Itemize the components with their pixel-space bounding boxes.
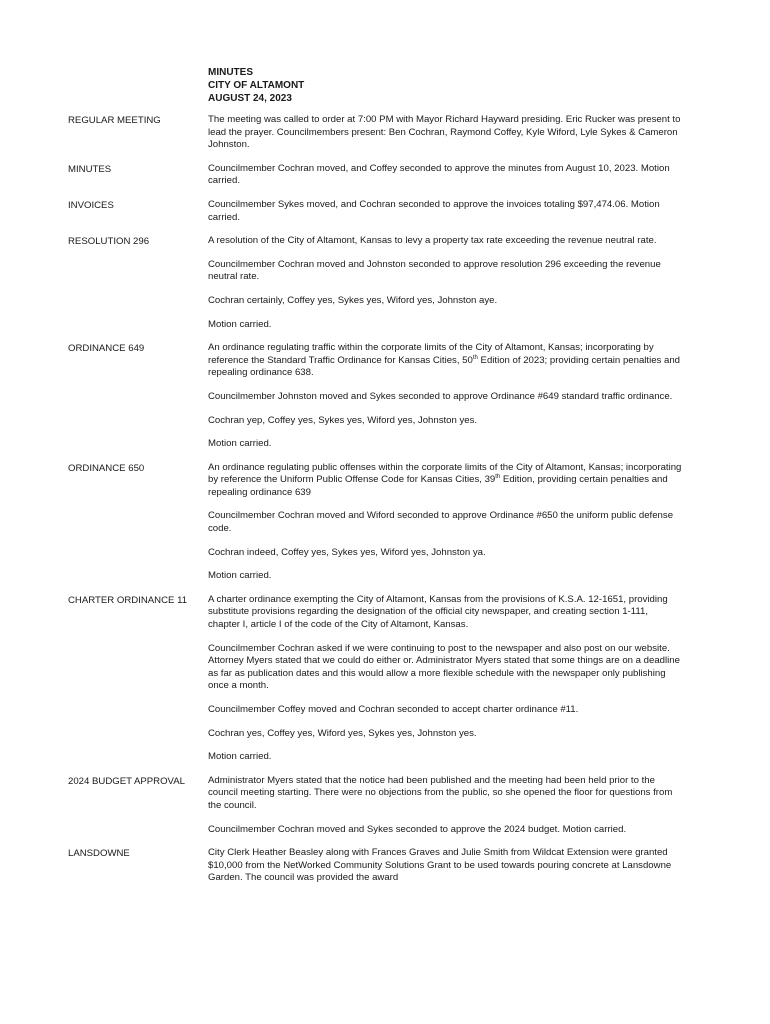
section-paragraph: Administrator Myers stated that the notice had been published and the meeting had been held prior to the council meeting starting. There were no objections from the public, so she opened the floor for questions from the council. [208,774,673,811]
section-body [208,163,682,188]
header-city: CITY OF ALTAMONT [208,80,305,91]
section-body [208,847,682,885]
section-label: MINUTES [68,163,112,175]
section-label: 2024 BUDGET APPROVAL [68,775,185,787]
section-paragraph: An ordinance regulating traffic within the corporate limits of the City of Altamont, Kansas; incorporating by reference the Standard Traffic Ordinance for Kansas Cities, 50th Edition of 2023; providing certain penalties and repealing ordinance 638. [208,342,681,379]
section-paragraph: A resolution of the City of Altamont, Kansas to levy a property tax rate exceeding the revenue neutral rate. [208,235,657,247]
section-paragraph: Cochran certainly, Coffey yes, Sykes yes, Wiford yes, Johnston aye. [208,294,498,306]
section-paragraph: Councilmember Cochran moved and Sykes seconded to approve the 2024 budget. Motion carried. [208,823,627,835]
section-paragraph: Motion carried. [208,751,272,763]
minutes-sections [0,114,770,896]
section-body [208,199,682,224]
section-paragraph: A charter ordinance exempting the City of Altamont, Kansas from the provisions of K.S.A. 12-1651, providing substitute provisions regarding the designation of the official city newspaper, and creating section 1-111, chapter I, article I of the code of the City of Altamont, Kansas. [208,593,668,631]
section-label: LANSDOWNE [68,848,130,860]
section-paragraph: Motion carried. [208,570,272,582]
section-paragraph: Cochran yep, Coffey yes, Sykes yes, Wiford yes, Johnston yes. [208,414,478,426]
section-body [208,342,682,451]
section-body [208,462,682,583]
minutes-section [0,163,770,188]
minutes-section [0,235,770,331]
minutes-section [0,199,770,224]
section-label: ORDINANCE 650 [68,462,145,474]
section-body [208,594,682,764]
section-paragraph: The meeting was called to order at 7:00 PM with Mayor Richard Hayward presiding. Eric Rucker was present to lead the prayer. Councilmembers present: Ben Cochran, Raymond Coffey, Kyle Wiford, Lyle Sykes & Cameron Johnston. [208,114,681,151]
minutes-section [0,342,770,451]
minutes-section [0,775,770,836]
section-paragraph: Councilmember Cochran moved and Wiford seconded to approve Ordinance #650 the uniform public defense code. [208,510,674,535]
section-paragraph: Councilmember Cochran asked if we were continuing to post to the newspaper and also post on our website. Attorney Myers stated that we could do either or. Administrator Myers stated that some things are on a deadline as far as publication dates and this would allow a more flexible schedule with the newspaper only publishing once a month. [208,642,680,692]
document-header [208,66,304,105]
section-paragraph: Councilmember Coffey moved and Cochran seconded to accept charter ordinance #11. [208,704,579,715]
header-date: AUGUST 24, 2023 [208,93,292,104]
minutes-section [0,114,770,152]
section-paragraph: Councilmember Cochran moved, and Coffey seconded to approve the minutes from August 10, 2023. Motion carried. [208,162,670,187]
section-paragraph: Motion carried. [208,438,272,450]
section-paragraph: Motion carried. [208,318,272,330]
minutes-section [0,462,770,583]
section-label: INVOICES [68,199,114,211]
section-paragraph: Councilmember Cochran moved and Johnston seconded to approve resolution 296 exceeding the revenue neutral rate. [208,258,661,283]
section-paragraph: City Clerk Heather Beasley along with Frances Graves and Julie Smith from Wildcat Extension were granted $10,000 from the NetWorked Community Solutions Grant to be used towards pouring concrete at Lansdowne Garden. The council was provided the award [208,847,672,884]
section-paragraph: Councilmember Sykes moved, and Cochran seconded to approve the invoices totaling $97,474.06. Motion carried. [208,198,660,223]
minutes-section [0,847,770,885]
section-body [208,235,682,331]
section-paragraph: Councilmember Johnston moved and Sykes seconded to approve Ordinance #649 standard traffic ordinance. [208,390,673,402]
minutes-section [0,594,770,764]
section-body [208,775,682,836]
section-label: ORDINANCE 649 [68,343,145,355]
section-label: RESOLUTION 296 [68,236,150,248]
section-paragraph: An ordinance regulating public offenses within the corporate limits of the City of Altamont, Kansas; incorporating by reference the Uniform Public Offense Code for Kansas Cities, 39th Edition, providing certain penalties and repealing ordinance 639 [208,461,682,498]
section-paragraph: Cochran indeed, Coffey yes, Sykes yes, Wiford yes, Johnston ya. [208,546,486,558]
section-body [208,114,682,152]
section-label: CHARTER ORDINANCE 11 [68,594,188,606]
section-label: REGULAR MEETING [68,115,161,126]
header-title: MINUTES [208,67,253,78]
section-paragraph: Cochran yes, Coffey yes, Wiford yes, Sykes yes, Johnston yes. [208,727,477,739]
